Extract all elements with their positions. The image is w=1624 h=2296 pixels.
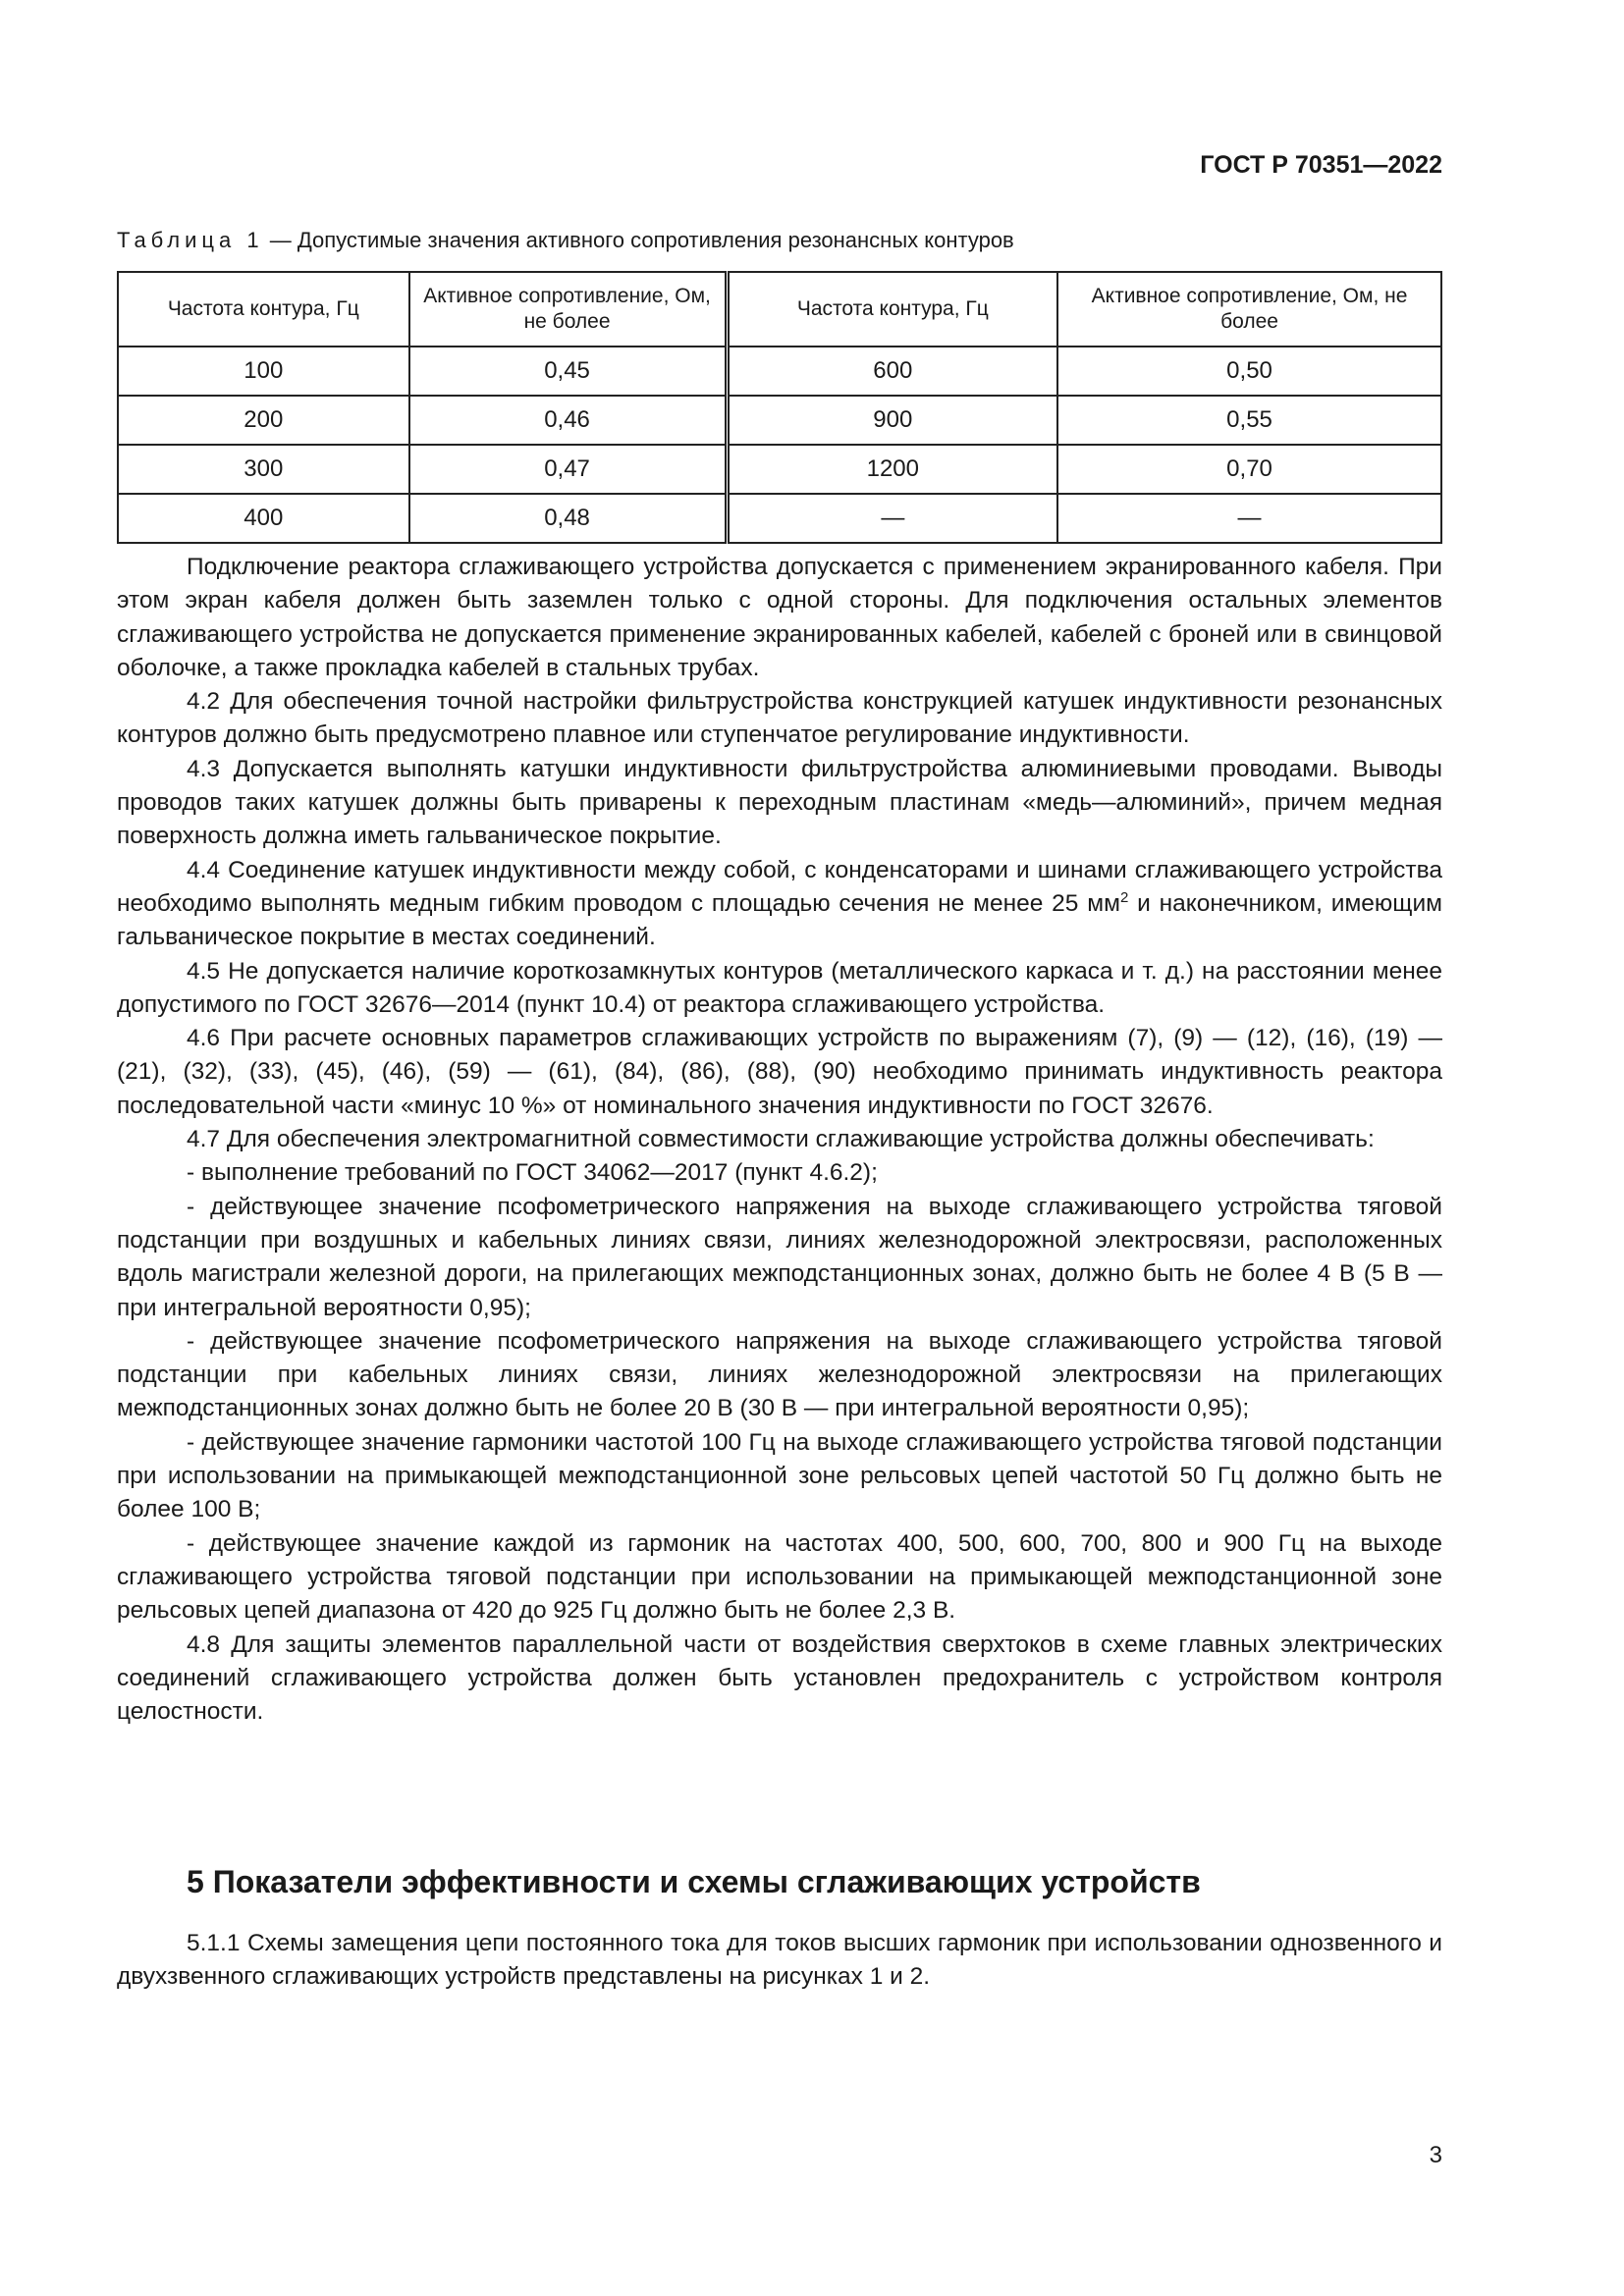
- table-header-cell: Активное сопротивление, Ом, не более: [409, 272, 728, 347]
- table-cell: 0,70: [1057, 445, 1441, 494]
- list-item: - выполнение требований по ГОСТ 34062—2017 (пункт 4.6.2);: [187, 1159, 878, 1187]
- list-item: - действующее значение каждой из гармоник на частотах 400, 500, 600, 700, 800 и 900 Гц на выходе сглаживающего устройства тяговой подстанции при использовании на примыкающей межподстанционной зоне рельсовых цепей диапазона от 420 до 925 Гц должно быть не более 2,3 В.: [117, 1529, 1442, 1625]
- superscript: 2: [1119, 888, 1129, 906]
- paragraph: 4.8 Для защиты элементов параллельной части от воздействия сверхтоков в схеме главных электрических соединений сглаживающего устройства должен быть установлен предохранитель с устройством контроля целостности.: [117, 1630, 1442, 1726]
- paragraph: Подключение реактора сглаживающего устройства допускается с применением экранированного кабеля. При этом экран кабеля должен быть заземлен только с одной стороны. Для подключения остальных элементов сглаживающего устройства не допускается применение экранированных кабелей, кабелей с броней или в свинцовой оболочке, а также прокладка кабелей в стальных трубах.: [117, 554, 1442, 681]
- table-header-cell: Частота контура, Гц: [118, 272, 409, 347]
- table-header-cell: Частота контура, Гц: [727, 272, 1057, 347]
- table-cell: —: [1057, 494, 1441, 543]
- table-cell: 0,45: [409, 347, 728, 396]
- paragraph: [117, 854, 1442, 955]
- table-cell: —: [727, 494, 1057, 543]
- table-cell: 0,48: [409, 494, 728, 543]
- table-cell: 600: [727, 347, 1057, 396]
- section-body: [117, 1927, 1442, 1995]
- paragraph: 4.6 При расчете основных параметров сглаживающих устройств по выражениям (7), (9) — (12), (16), (19) — (21), (32), (33), (45), (46), (59) — (61), (84), (86), (88), (90) необходимо принимать индуктивность реактора последовательной части «минус 10 %» от номинального значения индуктивности по ГОСТ 32676.: [117, 1025, 1442, 1119]
- table-cell: 0,55: [1057, 396, 1441, 445]
- paragraph: 4.5 Не допускается наличие короткозамкнутых контуров (металлического каркаса и т. д.) на расстоянии менее допустимого по ГОСТ 32676—2014 (пункт 10.4) от реактора сглаживающего устройства.: [117, 957, 1442, 1018]
- paragraph: 4.2 Для обеспечения точной настройки фильтрустройства конструкцией катушек индуктивности резонансных контуров должно быть предусмотрено плавное или ступенчатое регулирование индуктивности.: [117, 688, 1442, 749]
- table-row: [118, 347, 1441, 396]
- resistance-table: [117, 271, 1442, 544]
- table-caption-label: Таблица 1: [117, 228, 264, 252]
- paragraph-text: и наконечником, имеющим гальваническое покрытие в местах соединений.: [117, 889, 1442, 951]
- table-caption-text: — Допустимые значения активного сопротивления резонансных контуров: [263, 228, 1014, 252]
- list-item: - действующее значение гармоники частотой 100 Гц на выходе сглаживающего устройства тяговой подстанции при использовании на примыкающей межподстанционной зоне рельсовых цепей частотой 50 Гц должно быть не более 100 В;: [117, 1428, 1442, 1523]
- table-cell: 400: [118, 494, 409, 543]
- page-number: 3: [1429, 2142, 1442, 2168]
- table-cell: 0,50: [1057, 347, 1441, 396]
- list-item: - действующее значение псофометрического напряжения на выходе сглаживающего устройства тяговой подстанции при воздушных и кабельных линиях связи, линиях железнодорожной электросвязи, расположенных вдоль магистрали железной дороги, на прилегающих межподстанционных зонах, должно быть не более 4 В (5 В — при интегральной вероятности 0,95);: [117, 1193, 1442, 1321]
- document-id-header: ГОСТ Р 70351—2022: [1200, 151, 1442, 179]
- table-row: [118, 494, 1441, 543]
- table-row: [118, 396, 1441, 445]
- paragraph: 5.1.1 Схемы замещения цепи постоянного тока для токов высших гармоник при использовании однозвенного и двухзвенного сглаживающих устройств представлены на рисунках 1 и 2.: [117, 1930, 1442, 1991]
- table-header-row: [118, 272, 1441, 347]
- paragraph: 4.7 Для обеспечения электромагнитной совместимости сглаживающие устройства должны обеспечивать:: [187, 1126, 1375, 1153]
- table-cell: 200: [118, 396, 409, 445]
- list-item: - действующее значение псофометрического напряжения на выходе сглаживающего устройства тяговой подстанции при кабельных линиях связи, линиях железнодорожной электросвязи на прилегающих межподстанционных зонах должно быть не более 20 В (30 В — при интегральной вероятности 0,95);: [117, 1327, 1442, 1422]
- table-header-cell: Активное сопротивление, Ом, не более: [1057, 272, 1441, 347]
- table-cell: 0,47: [409, 445, 728, 494]
- body-text: [117, 551, 1442, 1729]
- table-cell: 0,46: [409, 396, 728, 445]
- paragraph: 4.3 Допускается выполнять катушки индуктивности фильтрустройства алюминиевыми проводами. Выводы проводов таких катушек должны быть приварены к переходным пластинам «медь—алюминий», причем медная поверхность должна иметь гальваническое покрытие.: [117, 755, 1442, 850]
- table-cell: 300: [118, 445, 409, 494]
- table-cell: 1200: [727, 445, 1057, 494]
- table-cell: 100: [118, 347, 409, 396]
- paragraph-text: 4.4 Соединение катушек индуктивности между собой, с конденсаторами и шинами сглаживающего устройства необходимо выполнять медным гибким проводом с площадью сечения не менее 25 мм: [117, 856, 1442, 917]
- table-row: [118, 445, 1441, 494]
- section-heading: 5 Показатели эффективности и схемы сглаживающих устройств: [187, 1864, 1201, 1899]
- table-cell: 900: [727, 396, 1057, 445]
- table-caption: [117, 228, 1014, 253]
